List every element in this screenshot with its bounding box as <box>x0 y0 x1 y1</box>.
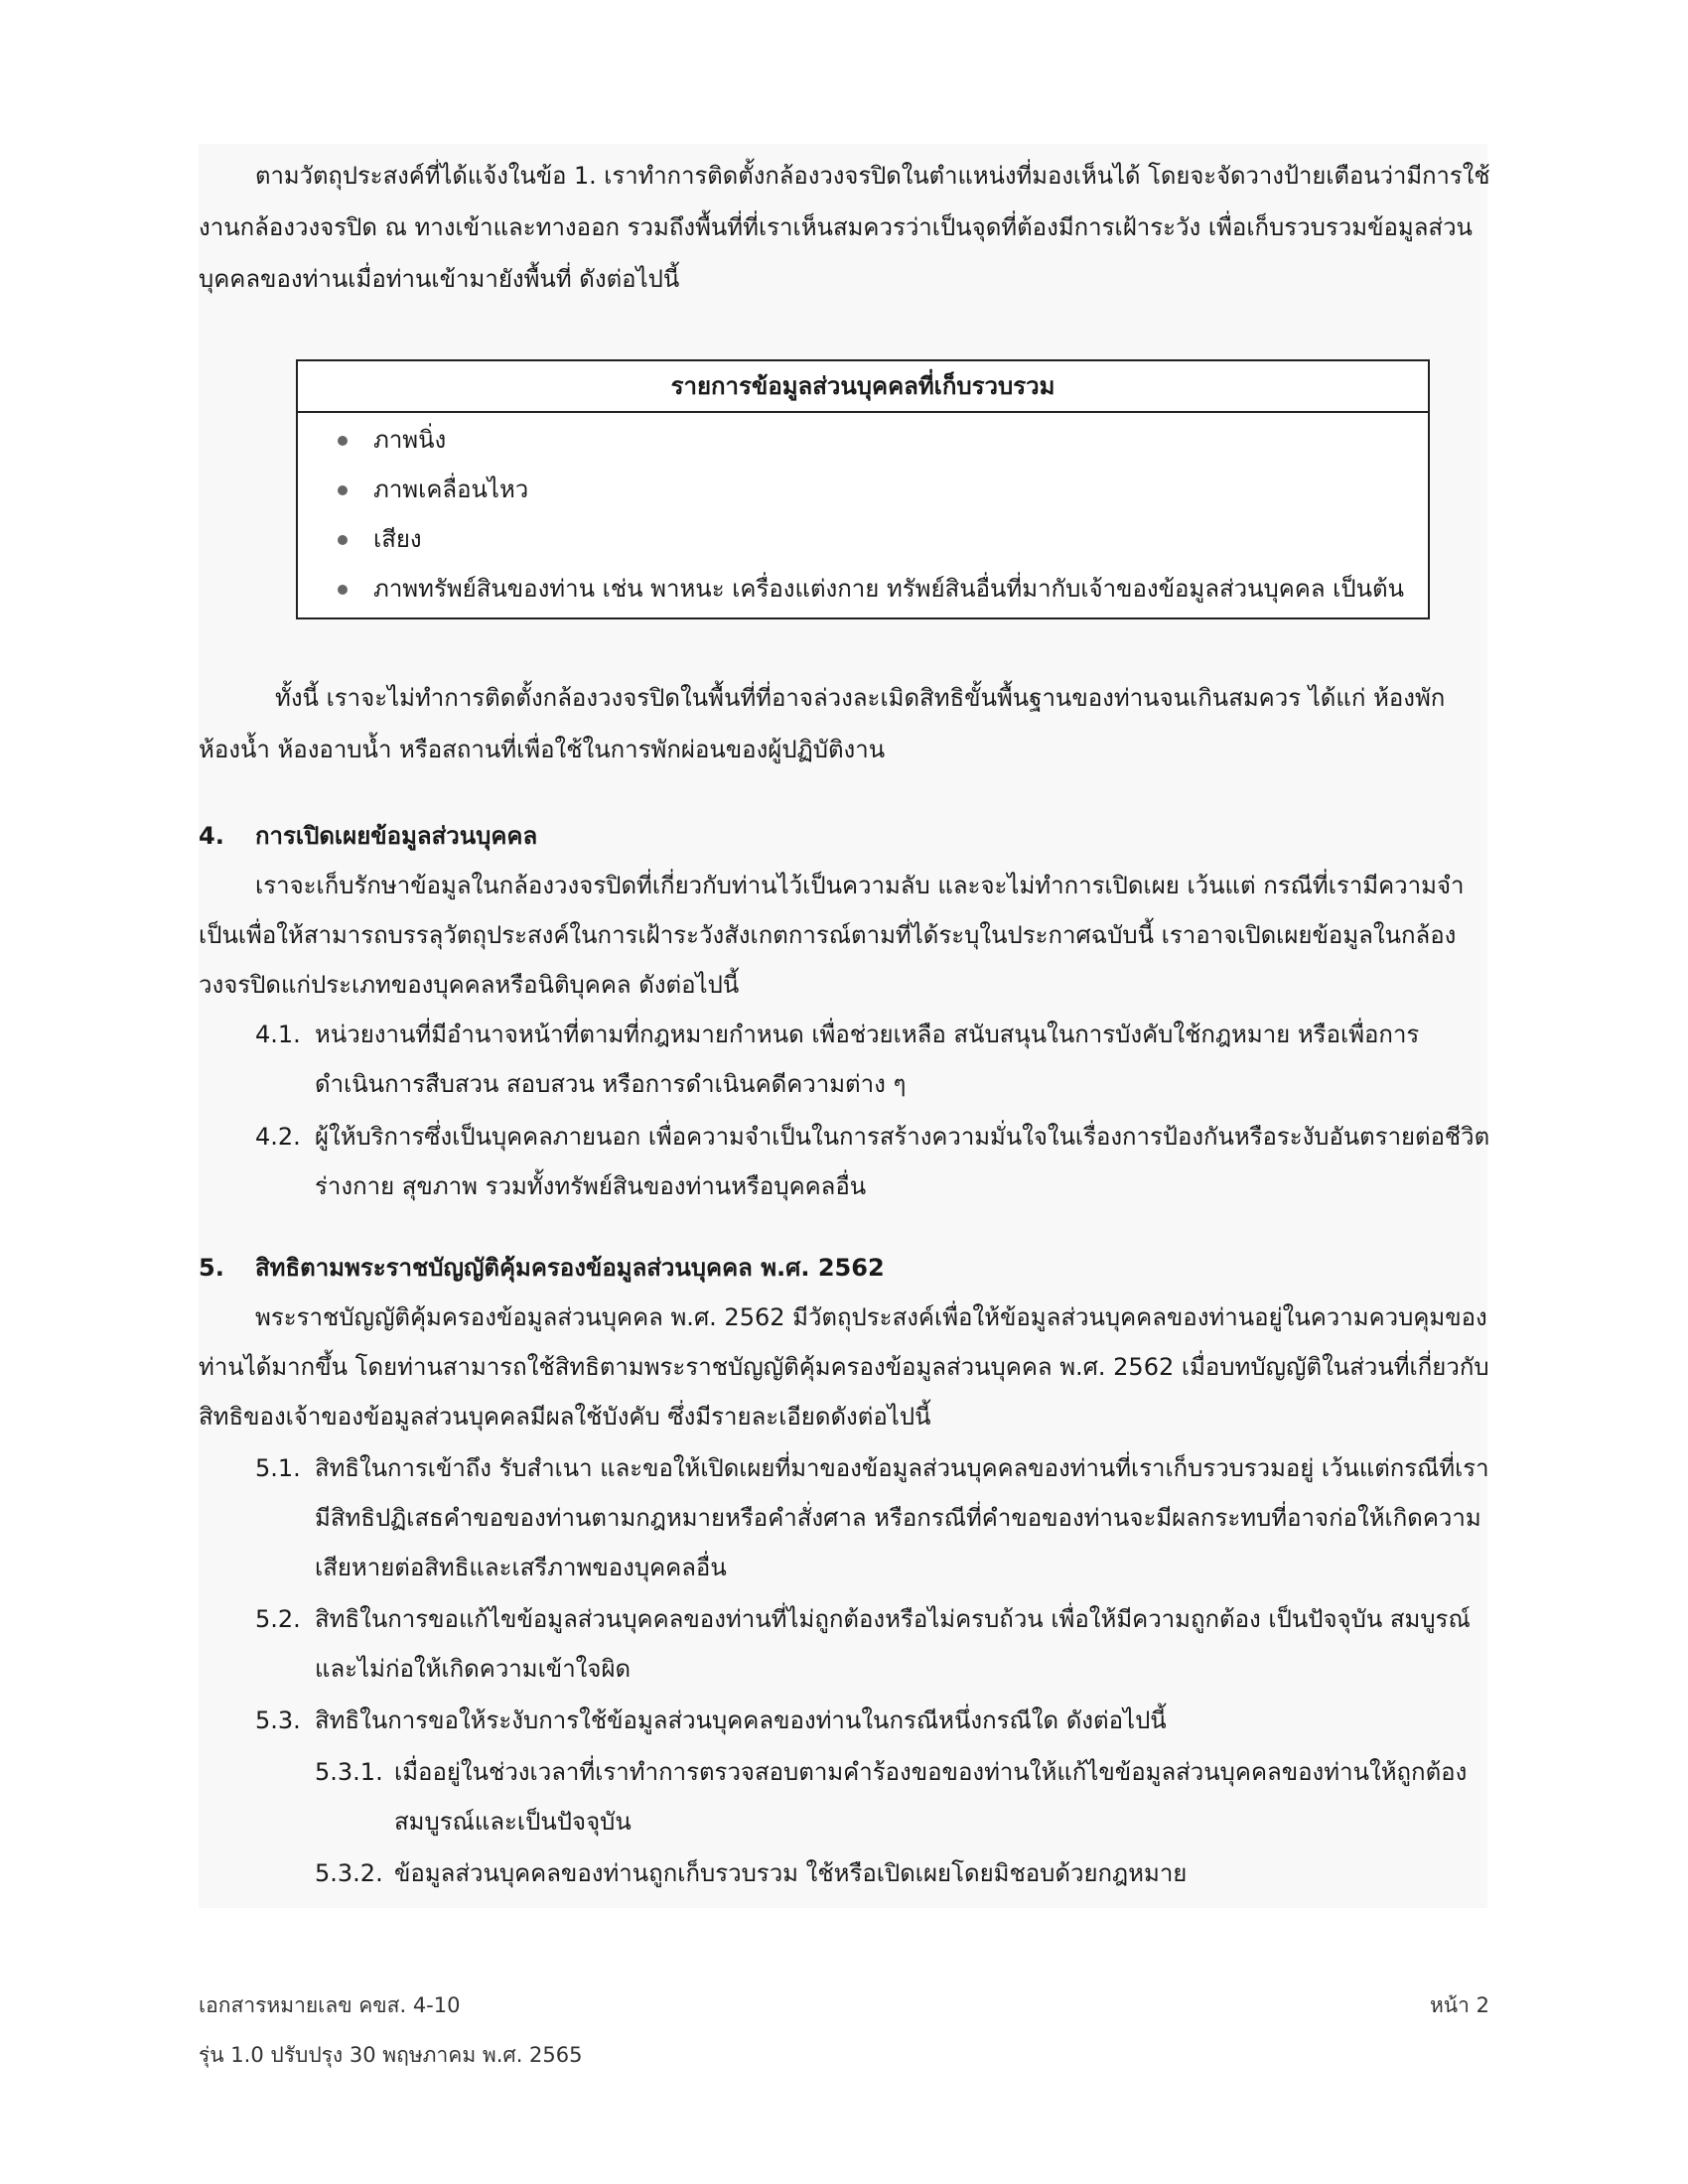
item-5-1-number: 5.1. <box>255 1454 301 1482</box>
table-item: ภาพนิ่ง <box>338 423 446 457</box>
item-4-2-line-1: ผู้ให้บริการซึ่งเป็นบุคคลภายนอก เพื่อความจำเป็นในการสร้างความมั่นใจในเรื่องการป้องกันหรือระงับอันตรายต่อชีวิต <box>315 1123 1490 1151</box>
section-5-line-2: ท่านได้มากขึ้น โดยท่านสามารถใช้สิทธิตามพระราชบัญญัติคุ้มครองข้อมูลส่วนบุคคล พ.ศ. 2562 เมื่อบทบัญญัติในส่วนที่เกี่ยวกับ <box>199 1353 1489 1381</box>
section-5-number: 5. <box>199 1254 224 1282</box>
bullet-icon <box>338 535 348 545</box>
section-4-line-1: เราจะเก็บรักษาข้อมูลในกล้องวงจรปิดที่เกี่ยวกับท่านไว้เป็นความลับ และจะไม่ทำการเปิดเผย เว้นแต่ กรณีที่เรามีความจำ <box>255 872 1465 899</box>
intro-line-1: ตามวัตถุประสงค์ที่ได้แจ้งในข้อ 1. เราทำการติดตั้งกล้องวงจรปิดในตำแหน่งที่มองเห็นได้ โดยจะจัดวางป้ายเตือนว่ามีการใช้ <box>255 162 1490 190</box>
note-line-2: ห้องน้ำ ห้องอาบน้ำ หรือสถานที่เพื่อใช้ในการพักผ่อนของผู้ปฏิบัติงาน <box>199 736 886 763</box>
item-5-1-line-1: สิทธิในการเข้าถึง รับสำเนา และขอให้เปิดเผยที่มาของข้อมูลส่วนบุคคลของท่านที่เราเก็บรวบรวมอยู่ เว้นแต่กรณีที่เรา <box>315 1454 1489 1482</box>
intro-line-2: งานกล้องวงจรปิด ณ ทางเข้าและทางออก รวมถึงพื้นที่ที่เราเห็นสมควรว่าเป็นจุดที่ต้องมีการเฝ้าระวัง เพื่อเก็บรวบรวมข้อมูลส่วน <box>199 213 1473 241</box>
item-5-3-number: 5.3. <box>255 1706 301 1734</box>
item-5-2-line-2: และไม่ก่อให้เกิดความเข้าใจผิด <box>315 1655 632 1683</box>
intro-line-3: บุคคลของท่านเมื่อท่านเข้ามายังพื้นที่ ดังต่อไปนี้ <box>199 265 680 293</box>
item-5-1-line-3: เสียหายต่อสิทธิและเสรีภาพของบุคคลอื่น <box>315 1554 727 1581</box>
section-4-title: การเปิดเผยข้อมูลส่วนบุคคล <box>255 822 538 850</box>
table-item: เสียง <box>338 522 422 556</box>
section-5-line-3: สิทธิของเจ้าของข้อมูลส่วนบุคคลมีผลใช้บังคับ ซึ่งมีรายละเอียดดังต่อไปนี้ <box>199 1403 931 1431</box>
bullet-icon <box>338 436 348 446</box>
item-5-3-2-number: 5.3.2. <box>315 1859 383 1887</box>
footer-page-number: หน้า 2 <box>1429 1993 1489 2017</box>
item-4-1-line-1: หน่วยงานที่มีอำนาจหน้าที่ตามที่กฎหมายกำหนด เพื่อช่วยเหลือ สนับสนุนในการบังคับใช้กฎหมาย หรือเพื่อการ <box>315 1021 1420 1048</box>
section-5-title: สิทธิตามพระราชบัญญัติคุ้มครองข้อมูลส่วนบุคคล พ.ศ. 2562 <box>255 1254 885 1282</box>
item-5-3-1-line-2: สมบูรณ์และเป็นปัจจุบัน <box>394 1808 632 1836</box>
item-4-2-number: 4.2. <box>255 1123 301 1151</box>
section-4-line-3: วงจรปิดแก่ประเภทของบุคคลหรือนิติบุคคล ดังต่อไปนี้ <box>199 971 740 999</box>
bullet-icon <box>338 485 348 495</box>
item-5-3-2-line-1: ข้อมูลส่วนบุคคลของท่านถูกเก็บรวบรวม ใช้หรือเปิดเผยโดยมิชอบด้วยกฎหมาย <box>394 1859 1188 1887</box>
item-4-1-line-2: ดำเนินการสืบสวน สอบสวน หรือการดำเนินคดีความต่าง ๆ <box>315 1070 907 1098</box>
footer-revision: รุ่น 1.0 ปรับปรุง 30 พฤษภาคม พ.ศ. 2565 <box>199 2043 583 2067</box>
section-4-line-2: เป็นเพื่อให้สามารถบรรลุวัตถุประสงค์ในการเฝ้าระวังสังเกตการณ์ตามที่ได้ระบุในประกาศฉบับนี้ เราอาจเปิดเผยข้อมูลในกล้อง <box>199 921 1457 949</box>
item-5-2-line-1: สิทธิในการขอแก้ไขข้อมูลส่วนบุคคลของท่านที่ไม่ถูกต้องหรือไม่ครบถ้วน เพื่อให้มีความถูกต้อง เป็นปัจจุบัน สมบูรณ์ <box>315 1605 1471 1633</box>
table-item: ภาพทรัพย์สินของท่าน เช่น พาหนะ เครื่องแต่งกาย ทรัพย์สินอื่นที่มากับเจ้าของข้อมูลส่วนบุคคล เป็นต้น <box>338 572 1404 606</box>
note-line-1: ทั้งนี้ เราจะไม่ทำการติดตั้งกล้องวงจรปิดในพื้นที่ที่อาจล่วงละเมิดสิทธิขั้นพื้นฐานของท่านจนเกินสมควร ได้แก่ ห้องพัก <box>275 684 1446 712</box>
footer-doc-number: เอกสารหมายเลข คขส. 4-10 <box>199 1993 461 2017</box>
section-4-number: 4. <box>199 822 224 850</box>
collected-data-table <box>296 359 1430 619</box>
item-4-2-line-2: ร่างกาย สุขภาพ รวมทั้งทรัพย์สินของท่านหรือบุคคลอื่น <box>315 1172 867 1200</box>
item-5-2-number: 5.2. <box>255 1605 301 1633</box>
item-5-1-line-2: มีสิทธิปฏิเสธคำขอของท่านตามกฎหมายหรือคำสั่งศาล หรือกรณีที่คำขอของท่านจะมีผลกระทบที่อาจก่อให้เกิดความ <box>315 1504 1481 1532</box>
item-4-1-number: 4.1. <box>255 1021 301 1048</box>
item-5-3-1-number: 5.3.1. <box>315 1758 383 1786</box>
item-5-3-line-1: สิทธิในการขอให้ระงับการใช้ข้อมูลส่วนบุคคลของท่านในกรณีหนึ่งกรณีใด ดังต่อไปนี้ <box>315 1706 1167 1734</box>
table-header: รายการข้อมูลส่วนบุคคลที่เก็บรวบรวม <box>298 361 1428 413</box>
item-5-3-1-line-1: เมื่ออยู่ในช่วงเวลาที่เราทำการตรวจสอบตามคำร้องขอของท่านให้แก้ไขข้อมูลส่วนบุคคลของท่านให้ถูกต้อง <box>394 1758 1468 1786</box>
section-5-line-1: พระราชบัญญัติคุ้มครองข้อมูลส่วนบุคคล พ.ศ. 2562 มีวัตถุประสงค์เพื่อให้ข้อมูลส่วนบุคคลของท่านอยู่ในความควบคุมของ <box>255 1303 1487 1331</box>
bullet-icon <box>338 585 348 595</box>
table-item: ภาพเคลื่อนไหว <box>338 473 528 506</box>
